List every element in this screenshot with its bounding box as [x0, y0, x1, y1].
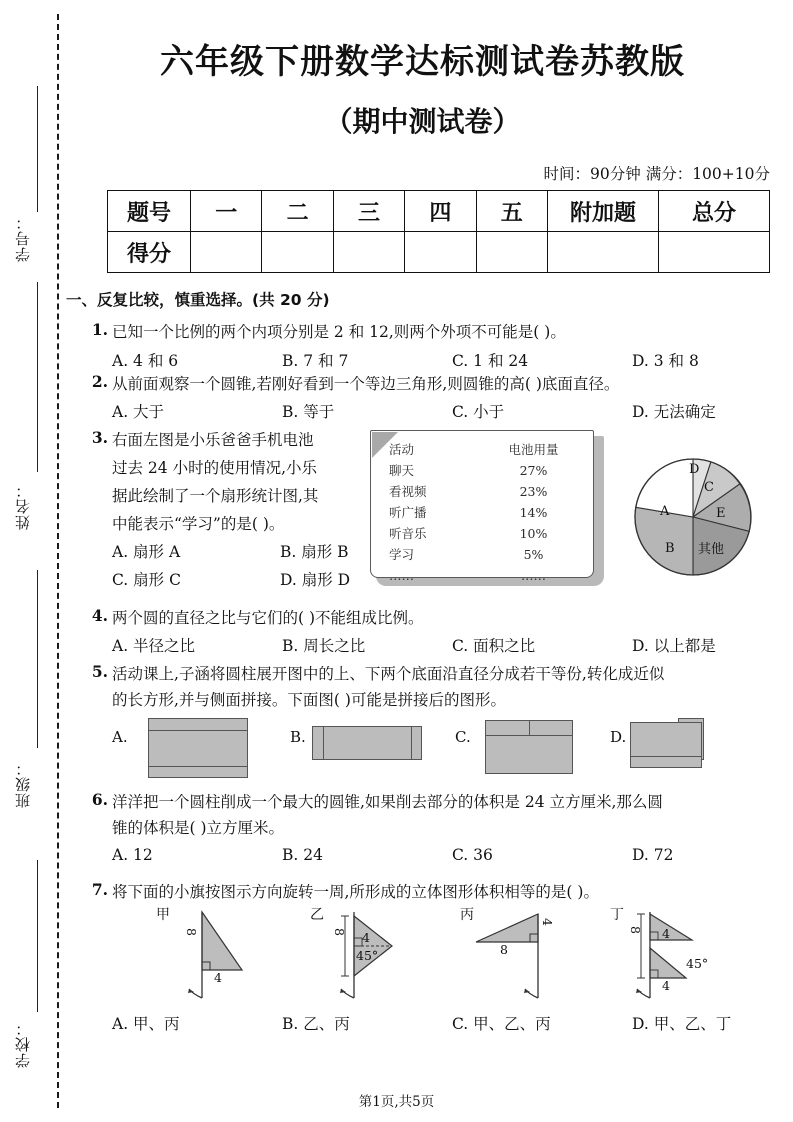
score-table-header-cell: 五 [476, 191, 547, 232]
shape-divider [529, 720, 530, 735]
pie-label-other: 其他 [698, 542, 725, 557]
shape-divider [411, 726, 412, 760]
battery-usage: 23% [519, 484, 548, 499]
option-d[interactable]: D. 扇形 D [280, 571, 351, 589]
question-number: 4. [91, 606, 108, 625]
margin-field-name: 姓名： [14, 482, 32, 530]
flag-dim-top: 4 [662, 926, 670, 941]
question-text-line-1: 洋洋把一个圆柱削成一个最大的圆锥,如果削去部分的体积是 24 立方厘米,那么圆 [112, 793, 663, 811]
question-text-line-1: 右面左图是小乐爸爸手机电池 [112, 431, 314, 449]
flag-dim-height: 8 [628, 926, 643, 934]
shape-rect [312, 726, 422, 760]
battery-usage-table [383, 439, 581, 586]
option-b[interactable]: B. 等于 [282, 403, 335, 421]
score-table [107, 190, 770, 273]
question-5-option-b[interactable] [290, 712, 470, 778]
option-d-label: D. [610, 728, 627, 746]
question-5-option-a[interactable] [112, 712, 272, 778]
score-cell[interactable] [476, 232, 547, 273]
question-text: 已知一个比例的两个内项分别是 2 和 12,则两个外项不可能是( )。 [112, 323, 566, 341]
table-row [383, 523, 581, 544]
table-row [383, 439, 581, 460]
score-cell[interactable] [405, 232, 476, 273]
option-d[interactable]: D. 72 [632, 846, 674, 864]
score-table-header-cell: 三 [333, 191, 404, 232]
flag-dim-base: 8 [500, 942, 508, 957]
flag-label: 丁 [610, 907, 624, 923]
option-d[interactable]: D. 无法确定 [632, 403, 716, 421]
question-text: 两个圆的直径之比与它们的( )不能组成比例。 [112, 609, 424, 627]
pie-chart-figure [632, 456, 754, 578]
option-a[interactable]: A. 半径之比 [112, 637, 196, 655]
shape-divider [148, 766, 248, 767]
table-row [383, 565, 581, 586]
option-a[interactable]: A. 12 [112, 846, 153, 864]
option-d[interactable]: D. 甲、乙、丁 [632, 1015, 732, 1033]
question-number: 5. [91, 662, 108, 681]
flag-dim-angle: 45° [686, 956, 709, 971]
battery-activity: 听广播 [389, 505, 427, 520]
table-row [108, 191, 770, 232]
score-table-header-cell: 附加题 [548, 191, 659, 232]
option-d[interactable]: D. 3 和 8 [632, 352, 699, 370]
shape-divider [323, 726, 324, 760]
pie-label-A: A [660, 504, 670, 519]
question-text-line-3: 据此绘制了一个扇形统计图,其 [112, 487, 319, 505]
option-c[interactable]: C. 扇形 C [112, 571, 181, 589]
battery-usage: 14% [519, 505, 548, 520]
table-row [383, 544, 581, 565]
battery-usage-ellipsis: …… [521, 568, 546, 583]
flag-label: 乙 [310, 907, 324, 923]
question-number: 3. [91, 428, 108, 447]
flag-figure-jia [150, 904, 280, 1004]
flag-dim-base: 4 [662, 978, 670, 993]
battery-col-header-usage: 电池用量 [508, 442, 559, 457]
margin-rule-3 [37, 570, 38, 748]
margin-field-student-id: 学号： [14, 214, 32, 262]
score-table-header-cell: 四 [405, 191, 476, 232]
card-face [370, 430, 594, 583]
flag-label: 丙 [460, 907, 474, 923]
table-row [383, 481, 581, 502]
question-number: 6. [91, 790, 108, 809]
flag-figure-ding [610, 904, 760, 1004]
flag-label: 甲 [156, 907, 170, 923]
battery-col-header-activity: 活动 [389, 442, 415, 457]
option-b[interactable]: B. 扇形 B [280, 543, 349, 561]
pie-label-D: D [689, 462, 700, 477]
pie-label-C: C [704, 480, 714, 495]
question-text-line-1: 活动课上,子涵将圆柱展开图中的上、下两个底面沿直径分成若干等份,转化成近似 [112, 665, 665, 683]
option-b[interactable]: B. 24 [282, 846, 323, 864]
flag-dim-height: 8 [332, 928, 347, 936]
option-a[interactable]: A. 甲、丙 [112, 1015, 180, 1033]
exam-meta: 时间：90分钟 满分：100+10分 [543, 165, 770, 183]
option-d[interactable]: D. 以上都是 [632, 637, 716, 655]
option-c[interactable]: C. 面积之比 [452, 637, 536, 655]
score-cell[interactable] [333, 232, 404, 273]
battery-usage: 27% [519, 463, 548, 478]
table-row [383, 460, 581, 481]
battery-activity: 学习 [389, 547, 415, 562]
question-5-option-c[interactable] [455, 712, 635, 778]
page-subtitle: （期中测试卷） [324, 105, 521, 138]
table-row [108, 232, 770, 273]
battery-usage: 5% [523, 547, 544, 562]
question-text-line-2: 过去 24 小时的使用情况,小乐 [112, 459, 318, 477]
battery-activity: 聊天 [389, 463, 415, 478]
battery-activity: 看视频 [389, 484, 427, 499]
flag-figure-bing [460, 904, 610, 1004]
pie-label-E: E [716, 506, 726, 521]
option-b[interactable]: B. 乙、丙 [282, 1015, 350, 1033]
option-c[interactable]: C. 1 和 24 [452, 352, 529, 370]
score-table-header-cell: 二 [262, 191, 333, 232]
score-cell[interactable] [191, 232, 262, 273]
question-number: 7. [91, 880, 108, 899]
margin-field-class: 班级： [14, 760, 32, 808]
battery-activity-ellipsis: …… [389, 568, 414, 583]
option-b[interactable]: B. 7 和 7 [282, 352, 349, 370]
margin-rule-2 [37, 282, 38, 472]
question-5-option-d[interactable] [610, 712, 785, 778]
flag-dim-base: 4 [362, 930, 370, 945]
question-number: 2. [91, 372, 108, 391]
pie-label-B: B [665, 541, 675, 556]
flag-svg-ding [610, 904, 760, 1004]
option-c[interactable]: C. 甲、乙、丙 [452, 1015, 551, 1033]
flag-svg-bing [460, 904, 610, 1004]
score-cell[interactable] [548, 232, 659, 273]
margin-field-school: 学校： [14, 1020, 32, 1068]
option-c-label: C. [455, 728, 471, 746]
flag-figure-yi [310, 904, 440, 1004]
table-row [383, 502, 581, 523]
score-cell[interactable] [262, 232, 333, 273]
option-a[interactable]: A. 4 和 6 [112, 352, 179, 370]
page-title: 六年级下册数学达标测试卷苏教版 [160, 42, 685, 82]
question-text: 将下面的小旗按图示方向旋转一周,所形成的立体图形体积相等的是( )。 [112, 883, 599, 901]
fold-dashed-line [57, 14, 59, 1108]
shape-divider [148, 730, 248, 731]
question-number: 1. [91, 320, 108, 339]
option-c[interactable]: C. 小于 [452, 403, 505, 421]
question-text-line-4: 中能表示“学习”的是( )。 [112, 515, 285, 533]
shape-rect [630, 722, 702, 768]
shape-divider [630, 756, 702, 757]
question-text-line-2: 锥的体积是( )立方厘米。 [112, 819, 285, 837]
question-text: 从前面观察一个圆锥,若刚好看到一个等边三角形,则圆锥的高( )底面直径。 [112, 375, 620, 393]
score-table-header-cell: 总分 [659, 191, 770, 232]
shape-rect [148, 718, 248, 778]
page-footer: 第1页,共5页 [358, 1094, 435, 1110]
margin-rule-1 [37, 86, 38, 212]
flag-dim-angle: 45° [356, 948, 379, 963]
flag-dim-height: 8 [184, 928, 199, 936]
score-table-row-label: 得分 [108, 232, 191, 273]
shape-divider [485, 735, 573, 736]
battery-usage: 10% [519, 526, 548, 541]
option-c[interactable]: C. 36 [452, 846, 493, 864]
score-table-header-cell: 一 [191, 191, 262, 232]
option-a[interactable]: A. 大于 [112, 403, 165, 421]
option-b-label: B. [290, 728, 306, 746]
score-cell[interactable] [659, 232, 770, 273]
option-b[interactable]: B. 周长之比 [282, 637, 366, 655]
score-table-header-cell: 题号 [108, 191, 191, 232]
option-a-label: A. [112, 728, 128, 746]
flag-dim-base: 4 [214, 970, 222, 985]
margin-rule-4 [37, 860, 38, 1012]
question-text-line-2: 的长方形,并与侧面拼接。下面图( )可能是拼接后的图形。 [112, 691, 506, 709]
flag-dim-height: 4 [540, 918, 555, 926]
battery-activity: 听音乐 [389, 526, 427, 541]
section-heading-1: 一、反复比较，慎重选择。(共 20 分) [66, 291, 330, 309]
option-a[interactable]: A. 扇形 A [112, 543, 181, 561]
battery-usage-figure [370, 430, 604, 586]
